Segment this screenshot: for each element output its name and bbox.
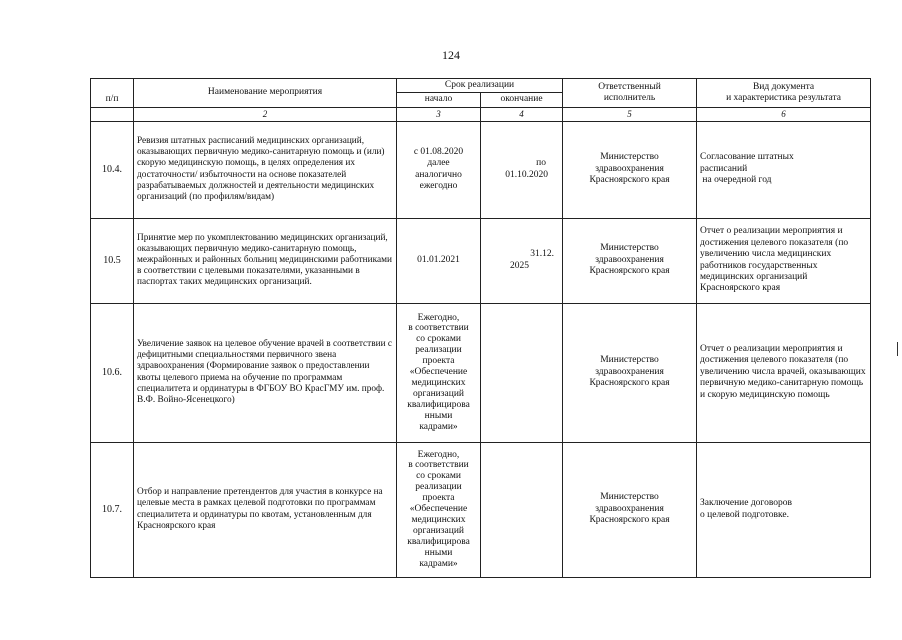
result-document: Отчет о реализации мероприятия и достижения целевого показателя (по увеличению числа врачей, оказывающих первичную медико-санитарную помощь и скорую медицинскую помощь [697, 303, 871, 442]
end-date [481, 442, 563, 577]
start-date [397, 442, 481, 577]
end-date [481, 303, 563, 442]
page-number: 124 [442, 48, 460, 62]
column-number-4: 4 [481, 107, 563, 121]
row-number: 10.6. [91, 303, 134, 442]
responsible-line: здравоохранения [595, 163, 664, 174]
start-line: аналогично [415, 169, 462, 180]
responsible-line: Министерство [600, 355, 659, 366]
responsible-line: Красноярского края [589, 175, 670, 186]
header-start-label: начало [424, 94, 453, 105]
result-line: Согласование штатных [700, 152, 794, 163]
start-line: в соответствии [408, 323, 469, 334]
measures-table [90, 78, 871, 578]
start-line: со сроками [416, 334, 461, 345]
responsible-line: здравоохранения [595, 366, 664, 377]
table-row [91, 303, 871, 442]
column-number-row [91, 107, 871, 121]
column-number-2: 2 [134, 107, 397, 121]
header-document [697, 79, 871, 108]
result-line: Заключение договоров [700, 498, 792, 509]
scan-mark [897, 342, 898, 356]
measure-name: Принятие мер по укомплектованию медицинских организаций, оказывающих первичную медико-санитарную помощь, межрайонных и районных больниц медицинскими работниками в соответствии с целевыми показателями, указанными в паспортах таких медицинских организаций. [134, 218, 397, 303]
start-line: со сроками [416, 471, 461, 482]
start-line: 01.01.2021 [417, 254, 460, 265]
end-line: 31.12. [530, 249, 555, 260]
header-start [397, 93, 481, 107]
header-document-line2: и характеристика результата [726, 92, 841, 103]
responsible-executor [563, 218, 697, 303]
start-line: с 01.08.2020 [413, 146, 464, 157]
responsible-line: здравоохранения [595, 503, 664, 514]
start-line: организаций [412, 388, 464, 399]
header-name-label: Наименование мероприятия [207, 87, 323, 98]
start-date [397, 121, 481, 218]
start-line: медицинских [411, 515, 466, 526]
result-line: на очередной год [700, 175, 772, 186]
end-line: по [536, 158, 547, 169]
responsible-executor [563, 303, 697, 442]
header-responsible-line2: исполнитель [603, 92, 656, 103]
result-document [697, 442, 871, 577]
start-line: Ежегодно, [417, 312, 460, 323]
header-end-label: окончание [500, 94, 543, 105]
responsible-executor [563, 442, 697, 577]
responsible-line: Министерство [600, 152, 659, 163]
start-date [397, 303, 481, 442]
start-line: реализации [415, 345, 462, 356]
header-period [397, 79, 563, 93]
measure-name: Увеличение заявок на целевое обучение врачей в соответствии с дефицитными специальностями первичного звена здравоохранения (Формирование заявок о предоставлении квоты целевого приема на обучение по программам специалитета и ординатуры в ФГБОУ ВО КрасГМУ им. проф. В.Ф. Войно-Ясенецкого) [134, 303, 397, 442]
row-number: 10.5 [91, 218, 134, 303]
start-line: кадрами» [419, 421, 458, 432]
result-document: Отчет о реализации мероприятия и достижения целевого показателя (по увеличению числа медицинских работников государственных медицинских организаций Красноярского края [697, 218, 871, 303]
start-line: Ежегодно, [417, 449, 460, 460]
end-line: 2025 [510, 260, 529, 271]
start-line: квалифицирова [407, 536, 470, 547]
table-row [91, 121, 871, 218]
start-line: кадрами» [419, 558, 458, 569]
row-number: 10.7. [91, 442, 134, 577]
end-line: 01.10.2020 [505, 169, 549, 180]
start-line: организаций [412, 525, 464, 536]
start-line: квалифицирова [407, 399, 470, 410]
header-no [91, 79, 134, 108]
responsible-line: Красноярского края [589, 266, 670, 277]
start-line: «Обеспечение [409, 504, 468, 515]
responsible-line: Министерство [600, 243, 659, 254]
end-date [481, 218, 563, 303]
start-line: «Обеспечение [409, 367, 468, 378]
result-document [697, 121, 871, 218]
start-line: нными [424, 410, 453, 421]
result-line: расписаний [700, 163, 748, 174]
row-number: 10.4. [91, 121, 134, 218]
header-responsible [563, 79, 697, 108]
responsible-line: здравоохранения [595, 254, 664, 265]
result-line: о целевой подготовке. [700, 509, 789, 520]
end-date [481, 121, 563, 218]
column-number-3: 3 [397, 107, 481, 121]
column-number-5: 5 [563, 107, 697, 121]
responsible-line: Красноярского края [589, 378, 670, 389]
start-line: медицинских [411, 378, 466, 389]
responsible-executor [563, 121, 697, 218]
start-line: проекта [422, 356, 455, 367]
measure-name: Ревизия штатных расписаний медицинских организаций, оказывающих первичную медико-санитарную помощь и (или) скорую медицинскую помощь, в целях определения их достаточности/ избыточности на основе показателей разрабатываемых должностей и деятельности медицинских организаций (по профилям/видам) [134, 121, 397, 218]
start-line: ежегодно [419, 180, 458, 191]
start-line: проекта [422, 493, 455, 504]
start-date [397, 218, 481, 303]
header-document-line1: Вид документа [752, 81, 815, 92]
header-no-label: п/п [105, 94, 119, 105]
start-line: далее [427, 158, 450, 169]
header-end [481, 93, 563, 107]
measure-name: Отбор и направление претендентов для участия в конкурсе на целевые места в рамках целевой подготовки по программам специалитета и ординатуры по квотам, установленным для Красноярского края [134, 442, 397, 577]
column-number-1 [91, 107, 134, 121]
table-row [91, 218, 871, 303]
start-line: в соответствии [408, 460, 469, 471]
header-responsible-line1: Ответственный [598, 81, 661, 92]
start-line: реализации [415, 482, 462, 493]
responsible-line: Министерство [600, 492, 659, 503]
column-number-6: 6 [697, 107, 871, 121]
start-line: нными [424, 547, 453, 558]
responsible-line: Красноярского края [589, 515, 670, 526]
header-name [134, 79, 397, 108]
table-row [91, 442, 871, 577]
header-period-label: Срок реализации [444, 80, 515, 90]
